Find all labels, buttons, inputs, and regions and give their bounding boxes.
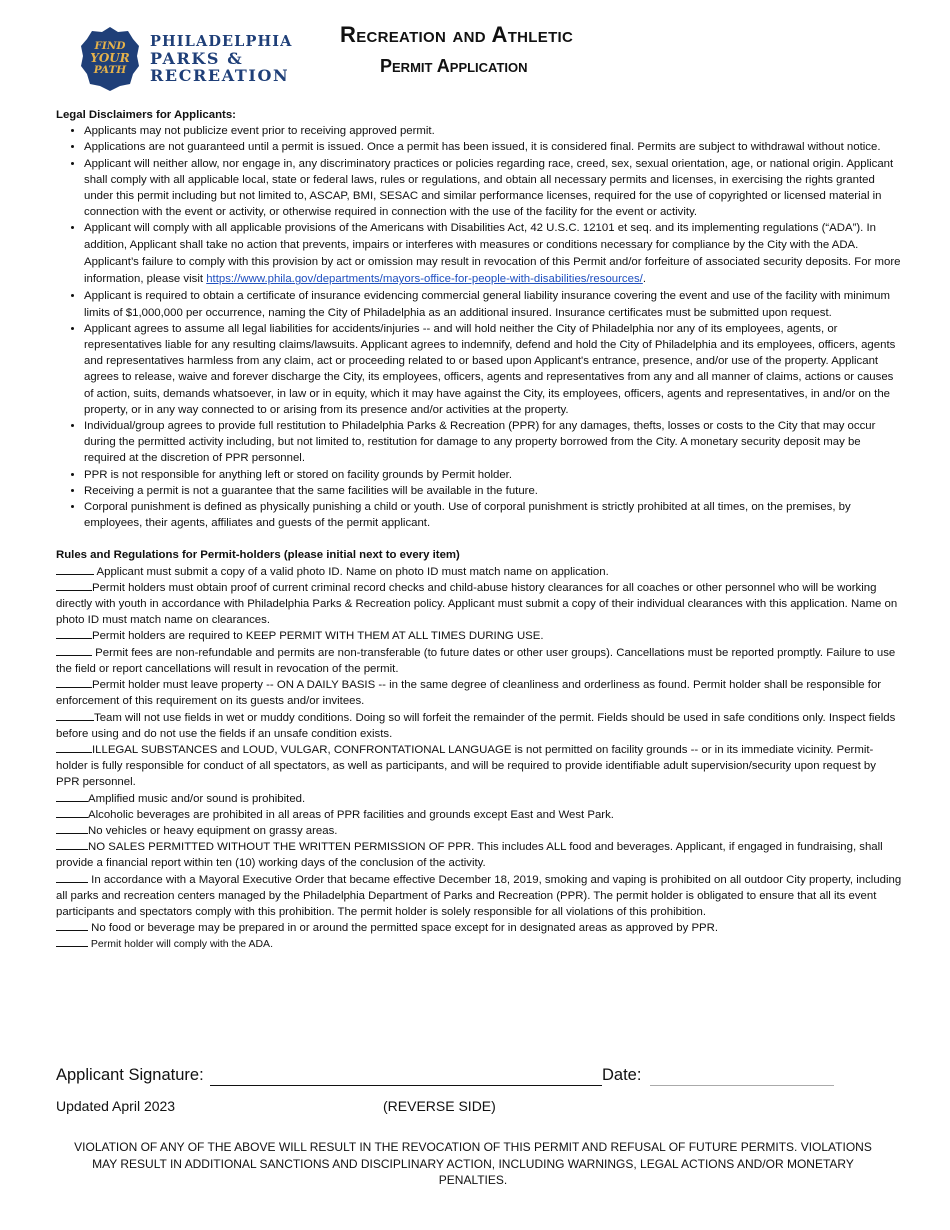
rule-item (56, 791, 902, 807)
link-suffix: . (642, 273, 646, 286)
initial-field[interactable] (56, 807, 88, 818)
list-item (84, 220, 902, 288)
org-name (150, 33, 293, 84)
initial-field[interactable] (56, 710, 94, 721)
form-subtitle: Permit Application (380, 56, 528, 76)
applicant-signature-label: Applicant Signature: (56, 1066, 204, 1084)
list-item: • Applicants may not publicize event prior to receiving approved permit. (84, 123, 902, 139)
initial-field[interactable] (56, 628, 92, 639)
rule-item (56, 920, 902, 936)
initial-field[interactable] (56, 645, 92, 656)
rule-text: Permit holders must obtain proof of current criminal record checks and child-abuse history clearances for all coaches or other personnel who will be working directly with youth in accordance with Philadelphia Parks & Recreation policy. Applicant must submit a copy of their individual clearances with this application. Name on photo ID must match name on clearances. (56, 581, 898, 627)
rule-text: Applicant must submit a copy of a valid photo ID. Name on photo ID must match name on application. (94, 565, 609, 578)
list-item: • Corporal punishment is defined as physically punishing a child or youth. Use of corporal punishment is strictly prohibited at all times, on the premises, by employees, their agents, affiliates and guests of the permit applicant. (84, 499, 902, 531)
rule-item (56, 564, 902, 580)
disclaimers-heading: Legal Disclaimers for Applicants: (56, 109, 236, 121)
rule-item (56, 936, 902, 952)
list-item: • Individual/group agrees to provide full restitution to Philadelphia Parks & Recreation (PPR) for any damages, thefts, losses or costs to the City that may occur during the permitted activity including, but not limited to, restitution for damage to any property borrowed from the City. A monetary security deposit may be required at the discretion of PPR personnel. (84, 418, 902, 467)
list-item: • PPR is not responsible for anything left or stored on facility grounds by Permit holder. (84, 467, 902, 483)
ada-resources-link[interactable]: https://www.phila.gov/departments/mayors-office-for-people-with-disabilities/resources/ (206, 273, 643, 286)
badge-text (80, 40, 140, 76)
rule-text: NO SALES PERMITTED WITHOUT THE WRITTEN PERMISSION OF PPR. This includes ALL food and beverages. Applicant, if engaged in fundraising, shall provide a financial report within ten (10) working days of the conclusion of the activity. (56, 841, 883, 870)
disclaimers-list (56, 123, 902, 531)
initial-field[interactable] (56, 839, 88, 850)
rule-item (56, 742, 902, 791)
org-name-line: PHILADELPHIA (150, 33, 293, 50)
rule-text: Alcoholic beverages are prohibited in all areas of PPR facilities and grounds except East and West Park. (88, 808, 614, 821)
rule-item (56, 710, 902, 742)
rule-text: Team will not use fields in wet or muddy conditions. Doing so will forfeit the remainder of the permit. Fields should be used in safe conditions only. Inspect fields before using and do not use the fields if an unsafe condition exists. (56, 711, 896, 740)
list-item: • Applicant is required to obtain a certificate of insurance evidencing commercial general liability insurance covering the event and use of the facility with minimum limits of $1,000,000 per occurrence, naming the City of Philadelphia as an additional insured. Insurance certificates must be submitted upon request. (84, 288, 902, 320)
list-item: • Applicant agrees to assume all legal liabilities for accidents/injuries -- and will hold neither the City of Philadelphia nor any of its employees, agents, or representatives liable for any resulting claims/lawsuits. Applicant agrees to indemnify, defend and hold the City of Philadelphia and its employees, officers, agents and representatives harmless from any claim, act or proceeding related to or based upon Applicant's entrance, presence, and/or use of the property. Applicant agrees to release, waive and forever discharge the City, its employees, officers, agents and representatives from any and all manner of claims, actions or causes of action, suits, demands whatsoever, in law or in equity, which it may have against the City, its employees, officers, agents and representatives, in and/or on the property, or in any way connected to or arising from its presence and/or activities at the property. (84, 321, 902, 418)
list-item: • Applicant will neither allow, nor engage in, any discriminatory practices or policies regarding race, creed, sex, sexual orientation, age, or national origin. Applicant shall comply with all applicable local, state or federal laws, rules or regulations, and obtain all necessary permits and licenses, in exercising the rights granted under this permit including but not limited to, ASCAP, BMI, SESAC and similar performance licenses, required for the use of copyrighted or licensed material in connection with the event or activity, or otherwise required in connection with the use of the facility for the event or activity. (84, 156, 902, 221)
initial-field[interactable] (56, 791, 88, 802)
initial-field[interactable] (56, 564, 94, 575)
initial-field[interactable] (56, 920, 88, 931)
spacer (56, 531, 902, 547)
badge-line: PATH (93, 64, 127, 76)
signature-row (56, 1066, 916, 1090)
rule-text: Permit holder must leave property -- ON A DAILY BASIS -- in the same degree of cleanliness and orderliness as found. Permit holder shall be responsible for enforcement of this requirement on its guests and/or invitees. (56, 679, 882, 708)
initial-field[interactable] (56, 936, 88, 947)
rule-text: No vehicles or heavy equipment on grassy areas. (88, 824, 338, 837)
badge-line: YOUR (90, 51, 130, 65)
rule-item (56, 628, 902, 644)
rule-text: In accordance with a Mayoral Executive Order that became effective December 18, 2019, smoking and vaping is prohibited on all outdoor City property, including all parks and recreation centers managed by the Philadelphia Department of Parks and Recreation (PPR). The permit holder is obligated to ensure that all its event participants and spectators comply with this prohibition. The permit holder is solely responsible for all violations of this prohibition. (56, 873, 902, 918)
rule-text: Permit holder will comply with the ADA. (88, 938, 273, 951)
rules-list (56, 564, 902, 953)
list-item: • Applications are not guaranteed until a permit is issued. Once a permit has been issued, it is considered final. Permits are subject to withdrawal without notice. (84, 139, 902, 155)
badge-line: FIND (94, 40, 126, 52)
rule-item (56, 807, 902, 823)
rule-item (56, 839, 902, 871)
rule-item (56, 677, 902, 709)
initial-field[interactable] (56, 742, 92, 753)
initial-field[interactable] (56, 823, 88, 834)
rule-text: ILLEGAL SUBSTANCES and LOUD, VULGAR, CONFRONTATIONAL LANGUAGE is not permitted on facility grounds -- or in its immediate vicinity. Permit-holder is fully responsible for conduct of all spectators, as well as participants, and will be required to provide identifiable adult supervision/security upon request by PPR personnel. (56, 743, 876, 789)
org-name-line: RECREATION (150, 66, 290, 85)
initial-field[interactable] (56, 580, 92, 591)
rule-text: Permit holders are required to KEEP PERMIT WITH THEM AT ALL TIMES DURING USE. (92, 630, 544, 643)
date-field[interactable] (650, 1085, 834, 1086)
form-body (56, 107, 902, 953)
rule-item (56, 580, 902, 629)
org-name-line: PARKS & (150, 49, 244, 68)
applicant-signature-field[interactable] (210, 1085, 602, 1086)
form-title: Recreation and Athletic (340, 22, 574, 47)
rule-item (56, 872, 902, 921)
date-label: Date: (602, 1066, 642, 1084)
rule-text: No food or beverage may be prepared in or around the permitted space except for in designated areas as approved by PPR. (88, 922, 719, 935)
rule-item (56, 823, 902, 839)
rule-item (56, 645, 902, 677)
updated-date: Updated April 2023 (56, 1098, 176, 1114)
ada-text: Applicant will comply with all applicable provisions of the Americans with Disabilities Act, 42 U.S.C. 12101 et seq. and its implementing regulations (“ADA”). In addition, Applicant shall take no action that prevents, impairs or interferes with measures or conditions necessary for compliance by the City with the ADA. Applicant’s failure to comply with this provision by act or omission may result in revocation of this Permit and/or forfeiture of associated security deposits. For more information, please visit (84, 222, 901, 286)
rule-text: Amplified music and/or sound is prohibited. (88, 792, 306, 805)
rules-heading: Rules and Regulations for Permit-holders (please initial next to every item) (56, 549, 460, 562)
reverse-side-note: (REVERSE SIDE) (383, 1098, 496, 1114)
violation-notice: VIOLATION OF ANY OF THE ABOVE WILL RESULT IN THE REVOCATION OF THIS PERMIT AND REFUSAL OF FUTURE PERMITS. VIOLATIONS MAY RESULT IN ADDITIONAL SANCTIONS AND DISCIPLINARY ACTION, INCLUDING WARNINGS, LEGAL ACTIONS AND/OR MONETARY PENALTIES. (74, 1140, 872, 1187)
rule-text: Permit fees are non-refundable and permits are non-transferable (to future dates or other user groups). Cancellations must be reported promptly. Failure to use the field or report cancellations will result in revocation of the permit. (56, 646, 896, 675)
initial-field[interactable] (56, 872, 88, 883)
list-item: • Receiving a permit is not a guarantee that the same facilities will be available in the future. (84, 483, 902, 499)
initial-field[interactable] (56, 677, 92, 688)
parks-rec-logo (80, 26, 310, 96)
